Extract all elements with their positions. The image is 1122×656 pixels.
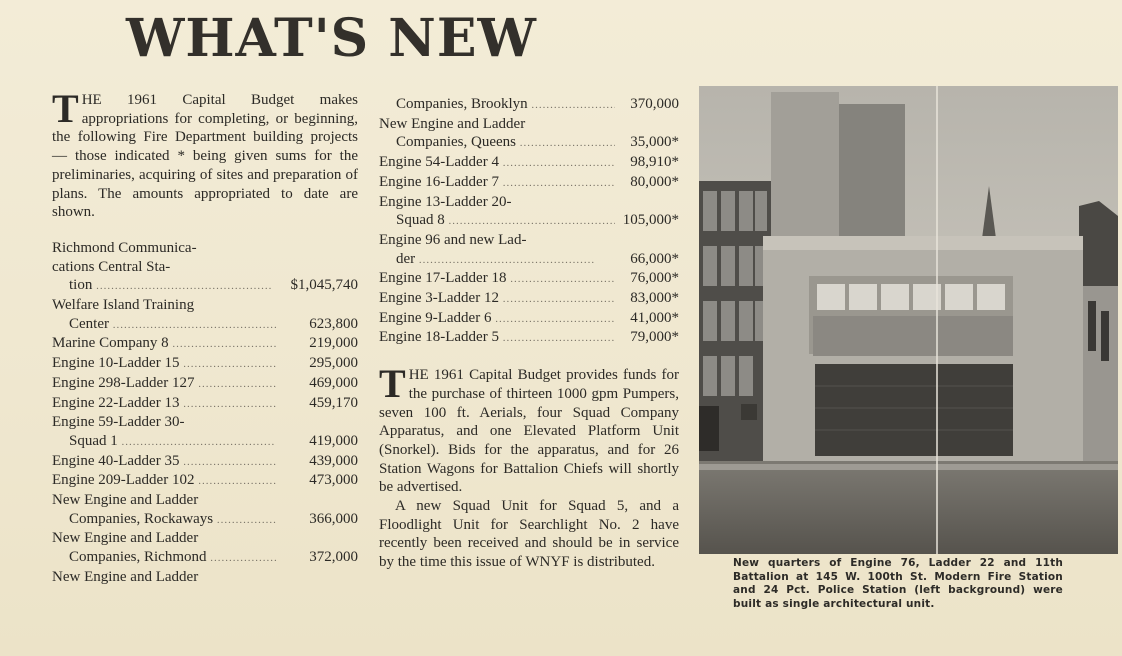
project-amount: 83,000*	[630, 290, 679, 307]
project-row	[379, 269, 679, 289]
project-amount: 459,170	[309, 394, 358, 411]
project-name: Engine 298-Ladder 127 .....	[52, 374, 276, 394]
column-middle	[379, 95, 679, 572]
drop-cap: T	[379, 361, 406, 407]
project-line: Engine 13-Ladder 20-	[379, 193, 512, 210]
project-name: Engine 22-Ladder 13 .....	[52, 394, 276, 414]
project-row	[52, 334, 358, 354]
project-line: Engine 96 and new Lad-	[379, 231, 527, 248]
project-amount: 76,000*	[630, 270, 679, 287]
project-amount: 66,000*	[630, 250, 679, 267]
project-amount: 219,000	[309, 335, 358, 352]
project-line: Richmond Communica-	[52, 239, 197, 256]
project-name: Engine 17-Ladder 18 .....	[379, 269, 615, 289]
project-amount: 372,000	[309, 549, 358, 566]
project-name: Engine 16-Ladder 7 .....	[379, 173, 615, 193]
project-row	[52, 471, 358, 491]
project-amount: 473,000	[309, 472, 358, 489]
project-amount: 98,910*	[630, 154, 679, 171]
project-name: Engine 54-Ladder 4 .....	[379, 153, 615, 173]
project-row	[52, 394, 358, 414]
intro-paragraph	[52, 86, 358, 222]
project-amount: 80,000*	[630, 173, 679, 190]
project-amount: 79,000*	[630, 329, 679, 346]
project-line: New Engine and Ladder	[52, 530, 199, 547]
project-amount: 469,000	[309, 374, 358, 391]
project-row	[52, 568, 358, 587]
project-row	[379, 133, 679, 153]
project-name: der .....	[379, 250, 615, 270]
project-row	[379, 328, 679, 348]
project-amount: 419,000	[309, 432, 358, 449]
project-row	[379, 153, 679, 173]
project-name: Squad 1 .....	[52, 432, 276, 452]
project-amount: 370,000	[630, 96, 679, 112]
project-row	[52, 432, 358, 452]
project-row	[52, 510, 358, 530]
project-row	[52, 374, 358, 394]
intro-text: 1961 Capital Budget makes appropriations for completing, or beginning, the following Fire Department building projects — those indicated * being given sums for the preliminaries, acquiring of sites and preparation of plans. The amounts appropriated to date are shown.	[52, 92, 358, 221]
project-amount: 105,000*	[622, 212, 679, 229]
fire-station-photo	[699, 86, 1118, 554]
project-name: tion .....	[52, 276, 276, 296]
project-name: Engine 3-Ladder 12 .....	[379, 289, 615, 309]
project-amount: 623,800	[309, 315, 358, 332]
project-name: Companies, Richmond .....	[52, 548, 276, 568]
project-amount: 439,000	[309, 452, 358, 469]
project-line: New Engine and Ladder	[52, 492, 199, 509]
squad-unit-paragraph: A new Squad Unit for Squad 5, and a Floodlight Unit for Searchlight No. 2 have recently been received and should be in service by the time this issue of WNYF is distributed.	[379, 498, 679, 571]
apparatus-smallcaps: HE	[408, 367, 429, 384]
drop-cap: T	[52, 86, 79, 131]
projects-list-middle	[379, 95, 679, 348]
projects-list-left	[52, 239, 358, 587]
project-name: Center .....	[52, 315, 276, 335]
project-row	[52, 452, 358, 472]
project-name: Engine 10-Ladder 15 .....	[52, 354, 276, 374]
intro-smallcaps: HE	[81, 92, 102, 108]
project-name: Companies, Brooklyn .....	[379, 95, 615, 115]
project-line: Engine 59-Ladder 30-	[52, 414, 185, 431]
project-amount: 366,000	[309, 510, 358, 527]
project-name: Marine Company 8 .....	[52, 334, 276, 354]
project-amount: 41,000*	[630, 309, 679, 326]
photo-caption: New quarters of Engine 76, Ladder 22 and 11th Battalion at 145 W. 100th St. Modern Fire Station and 24 Pct. Police Station (left background) were built as single architectural unit.	[733, 557, 1063, 610]
project-row	[52, 315, 358, 335]
project-amount: 295,000	[309, 355, 358, 372]
column-left	[52, 86, 358, 587]
project-name: Engine 9-Ladder 6 .....	[379, 309, 615, 329]
project-row	[52, 548, 358, 568]
project-row	[379, 211, 679, 231]
apparatus-paragraph	[379, 361, 679, 497]
project-name: Squad 8 .....	[379, 211, 615, 231]
project-name: Companies, Rockaways .....	[52, 510, 276, 530]
project-row	[379, 289, 679, 309]
project-amount: $1,045,740	[290, 277, 358, 294]
project-row	[379, 250, 679, 270]
page-title: WHAT'S NEW	[126, 8, 537, 69]
project-name: New Engine and Ladder	[52, 568, 199, 585]
project-name: Engine 40-Ladder 35 .....	[52, 452, 276, 472]
project-line: cations Central Sta-	[52, 258, 171, 275]
project-row	[379, 309, 679, 329]
project-amount: 35,000*	[630, 134, 679, 151]
project-row	[52, 354, 358, 374]
apparatus-text: 1961 Capital Budget provides funds for the purchase of thirteen 1000 gpm Pumpers, seven 100 ft. Aerials, four Squad Company Apparatus, and one Elevated Platform Unit (Snorkel). Bids for the apparatus, and for 26 Station Wagons for Battalion Chiefs will shortly be advertised.	[379, 367, 679, 496]
project-name: Engine 209-Ladder 102 .....	[52, 471, 276, 491]
project-line: Welfare Island Training	[52, 297, 195, 314]
project-name: Engine 18-Ladder 5 .....	[379, 328, 615, 348]
project-row	[379, 173, 679, 193]
project-name: Companies, Queens .....	[379, 133, 615, 153]
project-line: New Engine and Ladder	[379, 115, 526, 132]
project-row	[379, 95, 679, 115]
project-row	[52, 276, 358, 296]
